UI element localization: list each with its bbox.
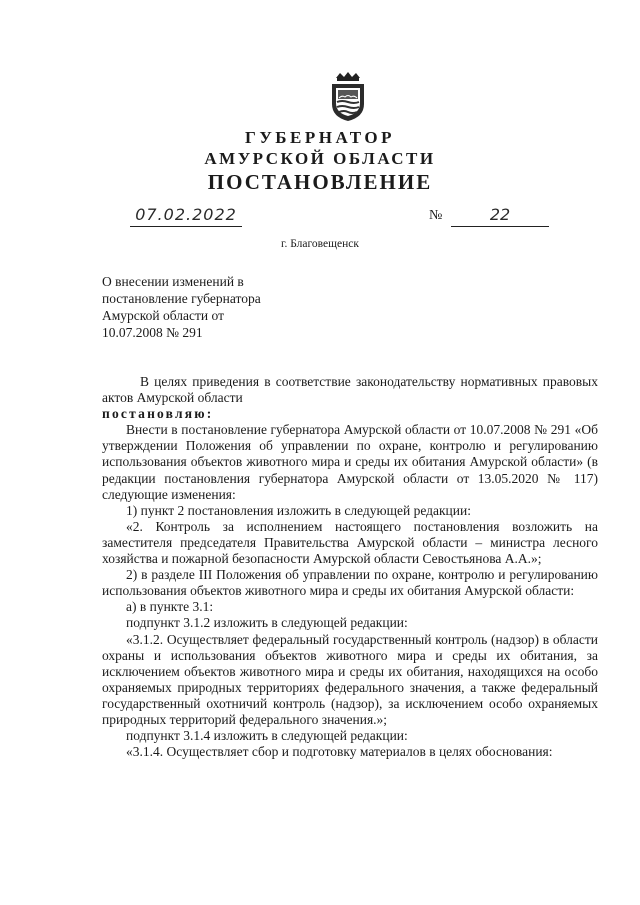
resolve-word: постановляю: [102,406,214,422]
intro-paragraph: В целях приведения в соответствие законодательству нормативных правовых актов Амурской области [102,374,598,406]
paragraph: «3.1.4. Осуществляет сбор и подготовку материалов в целях обоснования: [126,744,553,760]
document-type: ПОСТАНОВЛЕНИЕ [207,170,433,194]
issuer-title: ГУБЕРНАТОР [245,128,395,147]
paragraph: 1) пункт 2 постановления изложить в следующей редакции: [126,502,471,518]
paragraph: «3.1.2. Осуществляет федеральный государственный контроль (надзор) в области охраны и использования объектов животного мира и среды их обитания, за исключением объектов животного мира и среды их обитания, находящихся на особо охраняемых природных территориях федерального значения, а также федеральный государственный охотничий контроль (надзор), за исключением особо охраняемых природных территорий федерального значения.»; [102,631,598,727]
paragraph: Внести в постановление губернатора Амурской области от 10.07.2008 № 291 «Об утверждении Положения об управлении по охране, контролю и регулированию использования объектов животного мира и среды их обитания Амурской области» (в редакции постановления губернатора Амурской области от 13.05.2020 № 117) следующие изменения: [102,422,598,502]
document-subject [102,273,302,341]
issue-city: г. Благовещенск [281,238,359,250]
subject-line: 10.07.2008 № 291 [102,325,203,340]
paragraph: подпункт 3.1.4 изложить в следующей редакции: [126,728,408,744]
subject-line: Амурской области от [102,308,224,323]
issuer-region: АМУРСКОЙ ОБЛАСТИ [204,149,436,168]
subject-line: О внесении изменений в [102,274,244,289]
paragraph: подпункт 3.1.2 изложить в следующей редакции: [126,615,408,631]
paragraph: 2) в разделе III Положения об управлении по охране, контролю и регулированию использования объектов животного мира и среды их обитания Амурской области: [102,567,598,599]
coat-of-arms-icon [328,72,368,122]
paragraph: «2. Контроль за исполнением настоящего постановления возложить на заместителя председателя Правительства Амурской области – министра лесного хозяйства и пожарной безопасности Амурской области Севостьянова А.А.»; [102,518,598,567]
number-label: № [429,208,443,223]
document-body [102,374,598,760]
document-number: 22 [451,206,549,227]
subject-line: постановление губернатора [102,291,261,306]
document-date: 07.02.2022 [130,206,242,227]
paragraph: а) в пункте 3.1: [126,599,214,615]
